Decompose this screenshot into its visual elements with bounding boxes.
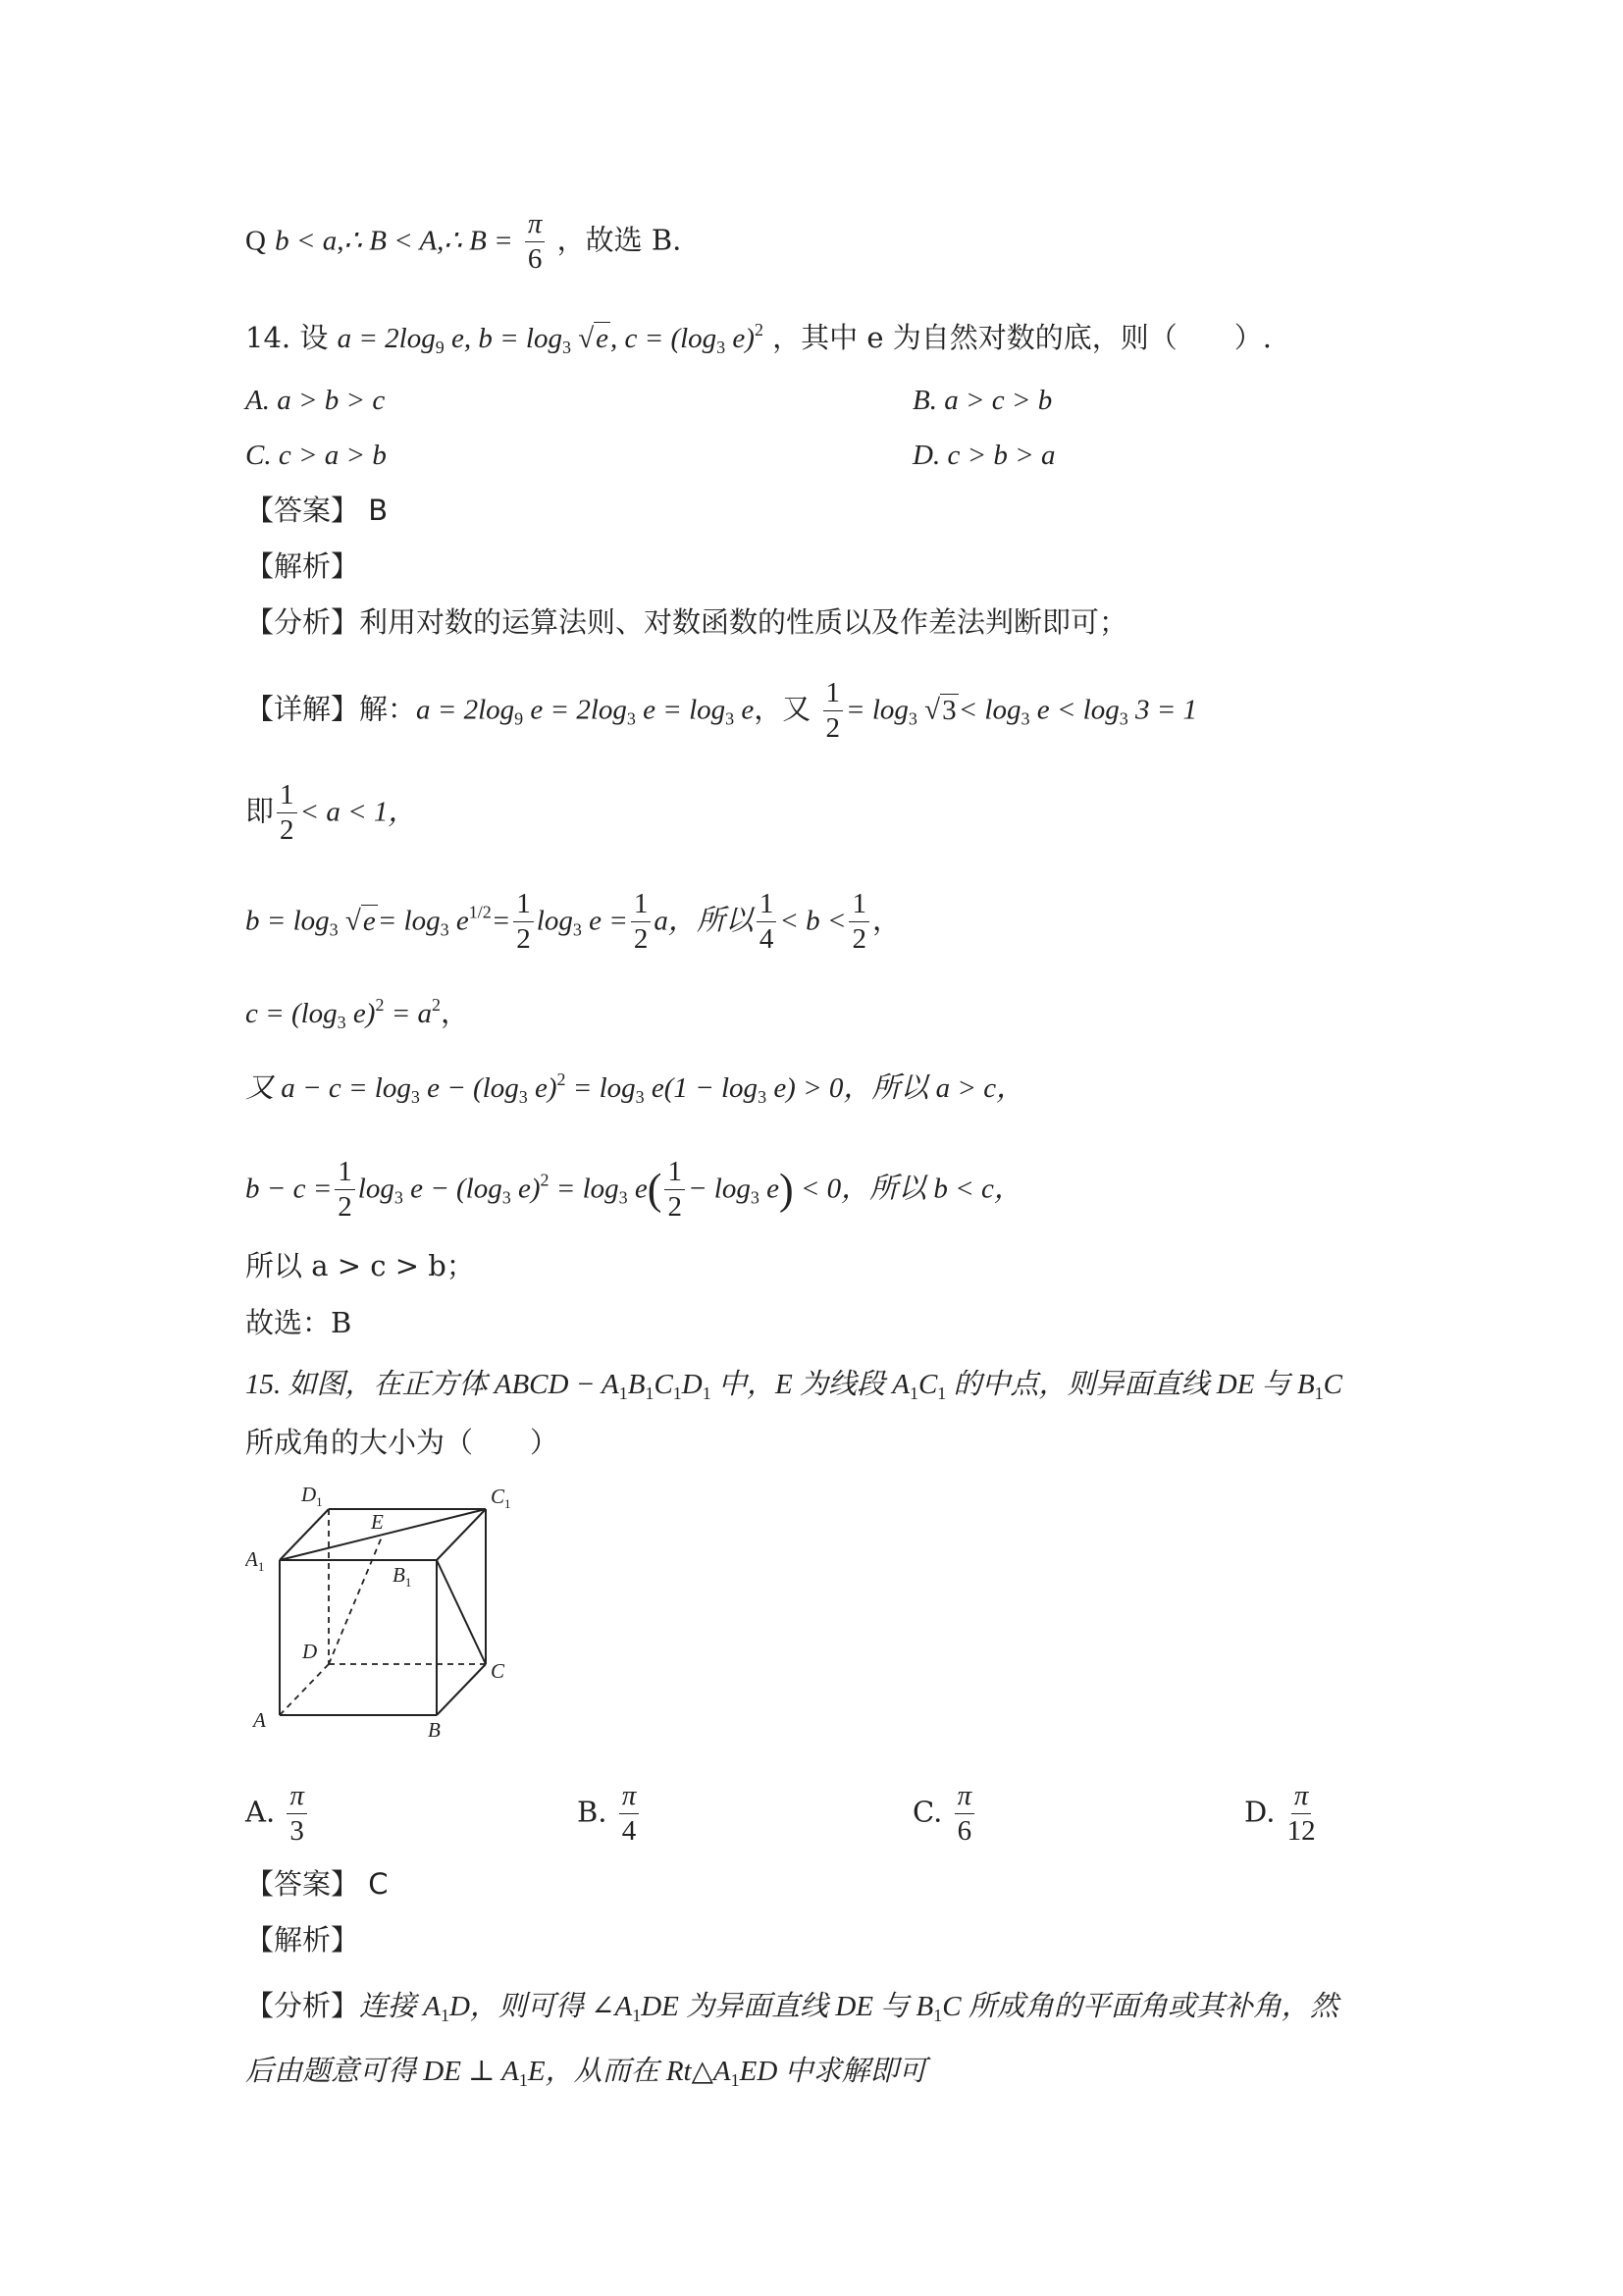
detail-line-8: 故选：B (245, 1306, 352, 1339)
math-text: e < log (1029, 694, 1120, 726)
edge-b-c (437, 1664, 486, 1715)
subscript: 1 (937, 1383, 947, 1403)
numerator: 1 (849, 890, 869, 922)
math-text: a = 2log (337, 323, 436, 354)
math-text: 的中点，则异面直线 DE 与 B (946, 1369, 1315, 1400)
because-symbol: Q (245, 225, 266, 257)
superscript: 2 (432, 995, 442, 1015)
math-text: = log (377, 905, 441, 937)
answer-tag: 【答案】 (245, 1867, 360, 1901)
question-15 (245, 1364, 1342, 1413)
option-a: A. a > b > c (245, 385, 386, 416)
math-text: e) (510, 1173, 541, 1205)
fraction (631, 890, 652, 954)
radicand: e (596, 323, 608, 354)
math-text: = log (846, 694, 909, 726)
numerator: 1 (513, 890, 534, 922)
math-text: < a < 1， (299, 796, 417, 828)
math-text: e = 2log (523, 694, 627, 726)
math-text: 中，E 为线段 A (710, 1369, 910, 1400)
subscript: 1 (618, 1383, 628, 1403)
text: ， (441, 996, 470, 1029)
math-text: C 所成角的平面角或其补角，然 (942, 1991, 1338, 2022)
numerator: π (525, 210, 546, 242)
math-text: C (1323, 1369, 1342, 1400)
hidden-edge-a-d (280, 1664, 329, 1715)
denominator: 2 (516, 923, 531, 955)
sqrt-sign: √ (916, 694, 941, 726)
denominator: 2 (852, 923, 866, 955)
superscript: 2 (375, 995, 385, 1015)
subscript: 3 (393, 1187, 403, 1208)
math-text: e − (log (419, 1072, 519, 1104)
superscript: 2 (556, 1070, 566, 1089)
fraction (287, 1782, 307, 1846)
detail-line-6 (245, 1158, 1022, 1222)
text: ，又 (754, 692, 820, 726)
option-letter: A. (245, 1795, 276, 1829)
numerator: 1 (335, 1158, 355, 1190)
answer-value: B (368, 494, 389, 527)
answer-15-line (245, 1864, 388, 1904)
label-c: C (491, 1659, 505, 1683)
subscript: 3 (725, 708, 735, 729)
detail-line-3 (245, 890, 901, 954)
denominator: 6 (957, 1815, 972, 1847)
subscript: 3 (410, 1087, 420, 1107)
subscript: 1 (909, 1383, 918, 1403)
subscript: 3 (1119, 708, 1128, 729)
option-15-c (913, 1782, 977, 1846)
cube-figure (245, 1480, 540, 1745)
math-text: a = 2log (416, 694, 515, 726)
fraction (513, 890, 534, 954)
math-text: C (917, 1369, 938, 1400)
sqrt-sign: √ (570, 323, 595, 354)
question-15-line-2: 所成角的大小为（ ） (245, 1426, 559, 1459)
subscript: 3 (501, 1187, 511, 1208)
subscript: 3 (716, 338, 726, 357)
detail-line-2 (245, 781, 416, 845)
subscript: 3 (561, 338, 571, 357)
math-text: e (759, 1173, 779, 1205)
subscript: 1 (1314, 1383, 1324, 1403)
numerator: 1 (631, 890, 652, 922)
detail-line-7: 所以 a > c > b； (245, 1249, 475, 1282)
math-text: = a (384, 998, 433, 1029)
denominator: 2 (825, 712, 841, 744)
math-text: 15. 如图，在正方体 ABCD − A (245, 1369, 619, 1400)
fraction (823, 679, 844, 743)
question-number: 14. 设 (245, 321, 329, 354)
math-text: e) > 0，所以 a > c， (766, 1072, 1025, 1104)
option-letter: C. (913, 1795, 943, 1829)
superscript: 2 (754, 320, 763, 339)
answer-line (245, 491, 388, 530)
numerator: π (1291, 1782, 1312, 1814)
label-b1: $B_1$ (393, 1563, 412, 1590)
detail-line-1 (245, 679, 1197, 743)
subscript: 1 (632, 2006, 642, 2025)
subscript: 1 (440, 2006, 449, 2025)
right-paren: ) (778, 1165, 794, 1214)
subscript: 3 (635, 1087, 645, 1107)
subscript: 3 (1021, 708, 1030, 729)
math-text: B (627, 1369, 646, 1400)
label-b: B (428, 1718, 441, 1742)
math-text: 连接 A (359, 1991, 441, 2022)
math-text: e − (log (402, 1173, 502, 1205)
fraction (849, 890, 869, 954)
analysis-15-heading: 【解析】 (245, 1923, 360, 1957)
text: ，故选 B. (556, 223, 682, 257)
detail-line-4 (245, 985, 469, 1042)
denominator: 4 (621, 1815, 637, 1847)
math-text: e(1 − log (644, 1072, 759, 1104)
denominator: 2 (338, 1191, 352, 1223)
fraction (277, 781, 297, 845)
math-text: ED 中求解即可 (739, 2056, 927, 2087)
prev-conclusion-line (245, 210, 681, 274)
edge-a1-d1 (280, 1509, 329, 1560)
fraction-pi-6 (525, 210, 546, 274)
subscript: 1 (730, 2070, 740, 2090)
math-text: e) (527, 1072, 557, 1104)
subscript: 1 (645, 1383, 654, 1403)
text: 即 (245, 794, 275, 828)
numerator: π (287, 1782, 307, 1814)
math-text: e (734, 694, 755, 726)
radicand: 3 (942, 694, 957, 726)
math-text: 后由题意可得 DE ⊥ A (245, 2056, 519, 2087)
denominator: 3 (289, 1815, 304, 1847)
numerator: 1 (664, 1158, 685, 1190)
math-text: c = (log (245, 998, 338, 1029)
subscript: 3 (908, 708, 917, 729)
math-text: e = log (635, 694, 726, 726)
subscript: 3 (618, 1187, 628, 1208)
option-d: D. c > b > a (913, 440, 1056, 471)
analysis-15-line-2 (245, 2051, 927, 2100)
math-text: D (681, 1369, 703, 1400)
label-d: D (302, 1640, 318, 1663)
numerator: π (619, 1782, 640, 1814)
math-text: 3 = 1 (1127, 694, 1198, 726)
answer-tag: 【答案】 (245, 494, 360, 527)
denominator: 2 (280, 814, 294, 846)
math-text: b = log (245, 905, 330, 937)
subscript: 3 (329, 919, 339, 940)
fraction (757, 890, 777, 954)
fraction (335, 1158, 355, 1222)
math-text: b < a,∴ B < A,∴ B = (275, 225, 513, 257)
label-a: A (253, 1708, 266, 1732)
fraction (955, 1782, 975, 1846)
subscript: 3 (572, 919, 582, 940)
question-text: ，其中 e 为自然对数的底，则（ ）. (772, 321, 1272, 354)
option-b: B. a > c > b (913, 385, 1053, 416)
math-text: < log (958, 694, 1021, 726)
hidden-segment-d-e (329, 1535, 383, 1664)
option-c: C. c > a > b (245, 440, 387, 471)
math-text: a，所以 (654, 905, 754, 937)
math-text: e, b = log (444, 323, 562, 354)
math-text: e) (345, 998, 376, 1029)
option-letter: D. (1244, 1795, 1276, 1829)
math-text: = (491, 905, 511, 937)
subscript: 3 (750, 1187, 759, 1208)
option-15-d (1244, 1782, 1319, 1846)
analysis-line (245, 602, 1127, 642)
sqrt-sign: √ (338, 905, 361, 937)
numerator: 1 (757, 890, 777, 922)
subscript: 3 (758, 1087, 767, 1107)
math-text: C (654, 1369, 673, 1400)
radicand: e (362, 905, 376, 937)
analysis-tag: 【分析】 (245, 1989, 360, 2022)
math-text: = log (549, 1173, 619, 1205)
text: ， (871, 903, 901, 937)
fraction (664, 1158, 685, 1222)
label-a1: $A_1$ (245, 1547, 265, 1574)
option-15-b (577, 1782, 642, 1846)
subscript: 9 (435, 338, 445, 357)
segment-b1-c (437, 1560, 486, 1664)
detail-tag: 【详解】 (245, 692, 360, 726)
superscript: 1/2 (468, 902, 492, 922)
math-text: < b < (779, 905, 847, 937)
subscript: 3 (440, 919, 449, 940)
math-text: e = (581, 905, 628, 937)
math-text: log (357, 1173, 394, 1205)
denominator: 12 (1286, 1815, 1316, 1847)
math-text: , c = (log (610, 323, 717, 354)
analysis-heading: 【解析】 (245, 549, 360, 583)
math-text: log (536, 905, 573, 937)
math-text: 又 a − c = log (245, 1072, 411, 1104)
denominator: 2 (667, 1191, 682, 1223)
subscript: 1 (518, 2070, 528, 2090)
analysis-15-line-1 (245, 1986, 1338, 2035)
denominator: 6 (527, 243, 543, 275)
subscript: 1 (933, 2006, 943, 2025)
math-text: DE 为异面直线 DE 与 B (641, 1991, 934, 2022)
option-letter: B. (577, 1795, 607, 1829)
math-text: E，从而在 Rt△A (527, 2056, 731, 2087)
subscript: 1 (672, 1383, 682, 1403)
numerator: π (955, 1782, 975, 1814)
analysis-text: 利用对数的运算法则、对数函数的性质以及作差法判断即可； (359, 605, 1128, 639)
numerator: 1 (823, 679, 844, 711)
superscript: 2 (540, 1170, 550, 1190)
label-c1: $C_1$ (491, 1485, 511, 1511)
denominator: 4 (759, 923, 774, 955)
math-text: = log (565, 1072, 636, 1104)
subscript: 9 (514, 708, 524, 729)
math-text: < 0，所以 b < c， (793, 1173, 1022, 1205)
fraction (1287, 1782, 1316, 1846)
edge-c1-b1 (437, 1509, 486, 1560)
math-text: − log (687, 1173, 751, 1205)
analysis-tag: 【分析】 (245, 605, 360, 639)
text: 解： (359, 692, 417, 726)
math-text: e) (725, 323, 755, 354)
numerator: 1 (277, 781, 297, 813)
label-d1: $D_1$ (301, 1483, 323, 1509)
math-text: b − c = (245, 1173, 333, 1205)
subscript: 3 (626, 708, 636, 729)
math-text: e (627, 1173, 648, 1205)
question-14 (245, 310, 1272, 367)
subscript: 1 (702, 1383, 711, 1403)
subscript: 3 (518, 1087, 528, 1107)
left-paren: ( (647, 1165, 662, 1214)
math-text: D，则可得 ∠A (448, 1991, 633, 2022)
detail-line-5 (245, 1060, 1024, 1117)
subscript: 3 (337, 1013, 346, 1032)
label-e: E (371, 1510, 384, 1534)
fraction (619, 1782, 640, 1846)
denominator: 2 (633, 923, 649, 955)
math-text: e (448, 905, 469, 937)
answer-value: C (368, 1867, 389, 1901)
option-15-a (245, 1782, 310, 1846)
